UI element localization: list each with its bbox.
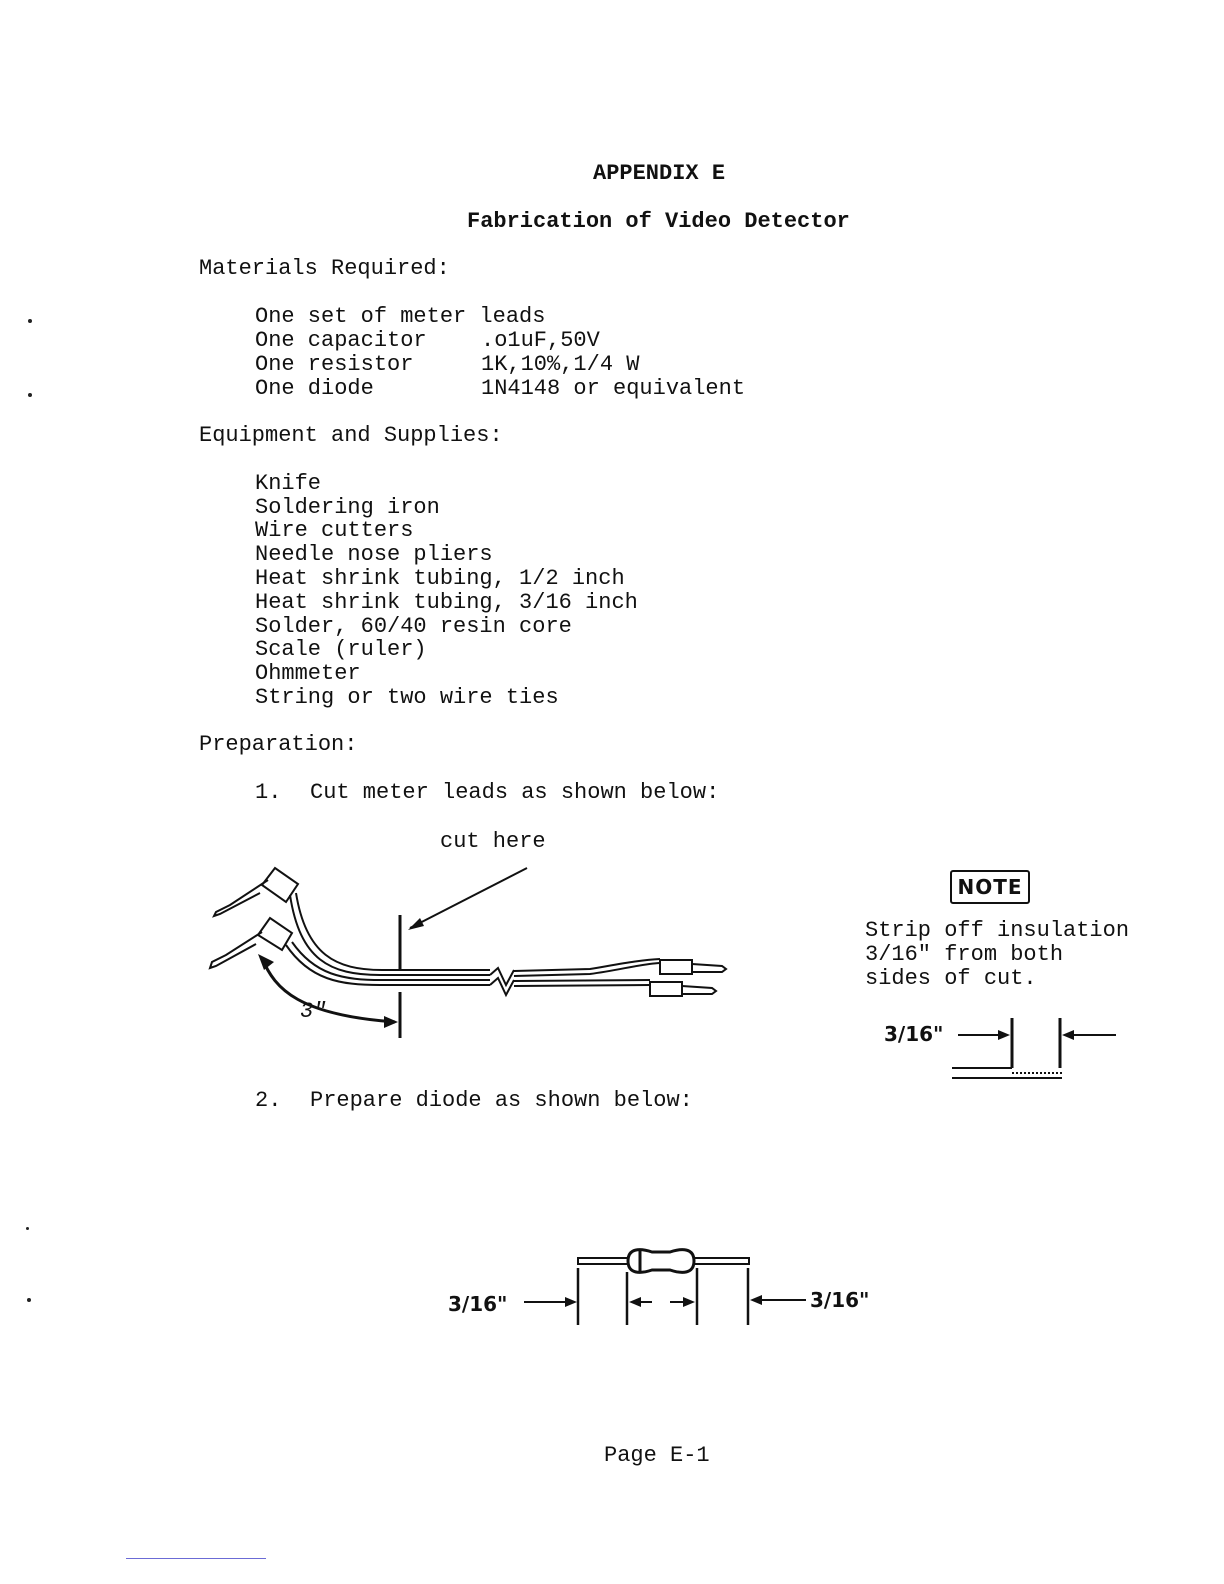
diode-right-dimension: 3/16" xyxy=(810,1288,870,1312)
equipment-label: Equipment and Supplies: xyxy=(199,423,503,448)
diode-left-dimension: 3/16" xyxy=(448,1292,508,1316)
scan-mark xyxy=(27,1298,31,1302)
material-spec: 1N4148 or equivalent xyxy=(481,376,746,401)
page-number: Page E-1 xyxy=(604,1443,710,1468)
scan-mark xyxy=(26,1227,29,1230)
page-title: Fabrication of Video Detector xyxy=(467,209,850,234)
equipment-item: Heat shrink tubing, 1/2 inch xyxy=(255,566,625,591)
step-number: 2. xyxy=(255,1088,282,1113)
preparation-label: Preparation: xyxy=(199,732,358,757)
material-item: One resistor xyxy=(255,352,414,377)
footer-rule xyxy=(126,1558,266,1559)
three-inch-label: 3" xyxy=(300,999,327,1024)
material-item: One capacitor xyxy=(255,328,427,353)
equipment-item: Needle nose pliers xyxy=(255,542,493,567)
scan-mark xyxy=(28,319,32,323)
materials-label: Materials Required: xyxy=(199,256,450,281)
equipment-item: String or two wire ties xyxy=(255,685,559,710)
equipment-item: Soldering iron xyxy=(255,495,440,520)
step-number: 1. xyxy=(255,780,282,805)
scan-mark xyxy=(28,393,32,397)
note-text-line: 3/16" from both xyxy=(865,942,1064,967)
note-text-line: Strip off insulation xyxy=(865,918,1130,943)
note-badge: NOTE xyxy=(950,870,1030,904)
material-item: One set of meter leads xyxy=(255,304,546,329)
equipment-item: Scale (ruler) xyxy=(255,637,427,662)
material-item: One diode xyxy=(255,376,374,401)
equipment-item: Heat shrink tubing, 3/16 inch xyxy=(255,590,638,615)
equipment-item: Wire cutters xyxy=(255,518,414,543)
note-text-line: sides of cut. xyxy=(865,966,1037,991)
cut-here-label: cut here xyxy=(440,829,546,854)
equipment-item: Knife xyxy=(255,471,322,496)
material-spec: .o1uF,50V xyxy=(481,328,600,353)
strip-dimension-label: 3/16" xyxy=(884,1022,944,1046)
appendix-heading: APPENDIX E xyxy=(593,161,726,186)
equipment-item: Ohmmeter xyxy=(255,661,361,686)
material-spec: 1K,10%,1/4 W xyxy=(481,352,640,377)
equipment-item: Solder, 60/40 resin core xyxy=(255,614,572,639)
step-text: Cut meter leads as shown below: xyxy=(310,780,720,805)
step-text: Prepare diode as shown below: xyxy=(310,1088,693,1113)
